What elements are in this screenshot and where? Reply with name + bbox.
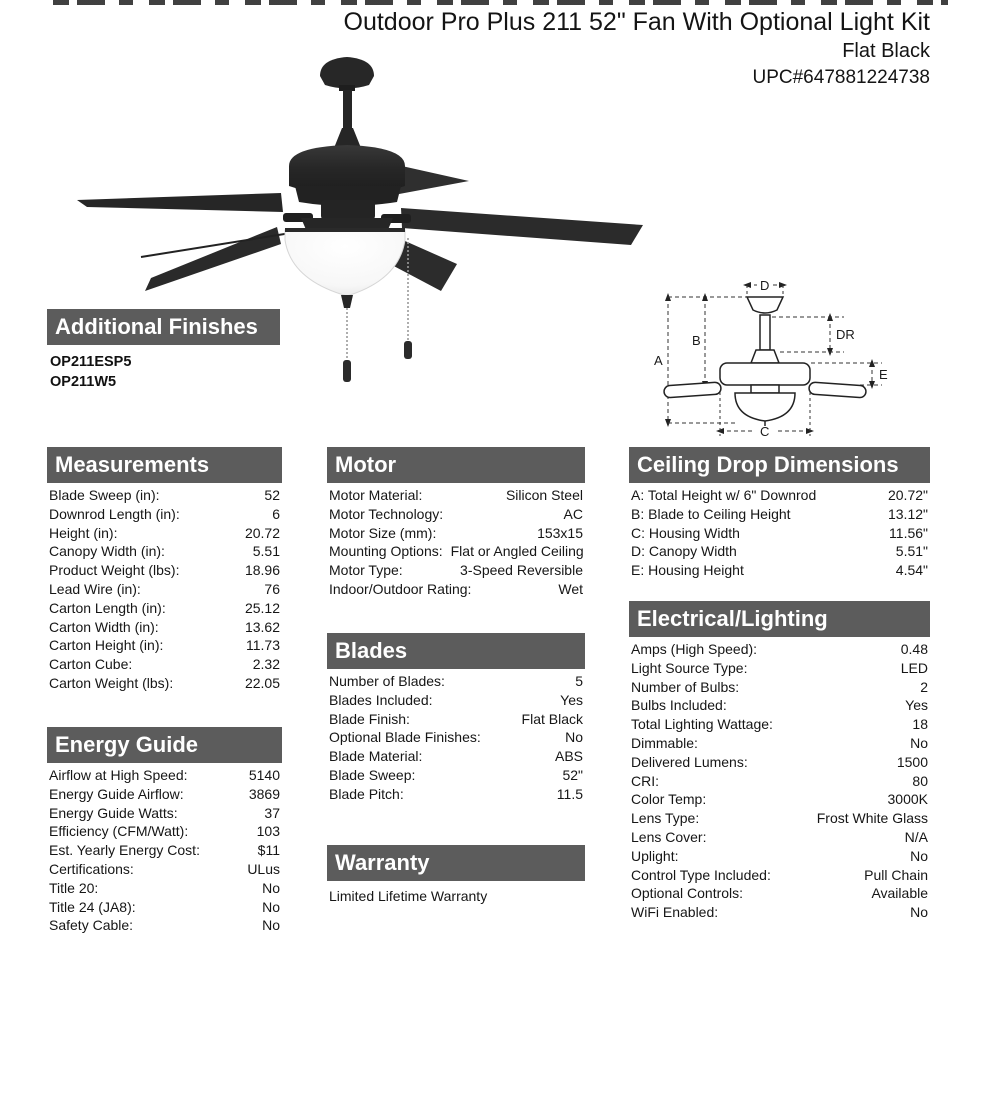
measurements-rows	[47, 486, 282, 693]
fan-hub	[321, 200, 375, 220]
section-header-measurements: Measurements	[47, 447, 282, 483]
spec-value: 3-Speed Reversible	[460, 562, 583, 579]
spec-row	[47, 561, 282, 580]
spec-row	[47, 766, 282, 785]
spec-value: 13.12"	[887, 505, 928, 522]
spec-label: WiFi Enabled:	[631, 904, 719, 921]
spec-row	[327, 785, 585, 804]
spec-row	[47, 599, 282, 618]
light-bowl	[285, 230, 405, 296]
spec-row	[629, 696, 930, 715]
spec-label: Lead Wire (in):	[49, 580, 141, 597]
page-title: Outdoor Pro Plus 211 52" Fan With Optional Light Kit	[343, 8, 930, 36]
spec-value: No	[262, 917, 280, 934]
spec-value: 18	[912, 716, 928, 733]
spec-value: 5.51	[252, 543, 280, 560]
spec-value: 0.48	[900, 641, 928, 657]
finish-code: OP211ESP5	[50, 354, 132, 370]
spec-row	[47, 841, 282, 860]
spec-value: 20.72"	[887, 487, 928, 503]
spec-label: Blade Finish:	[329, 710, 410, 727]
ceiling-drop-rows	[629, 486, 930, 580]
spec-value: 2	[920, 678, 928, 695]
spec-row	[327, 747, 585, 766]
spec-value: 37	[264, 804, 280, 821]
spec-value: AC	[563, 505, 583, 522]
diagram-label-e: E	[879, 367, 888, 382]
spec-label: Downrod Length (in):	[49, 505, 180, 522]
spec-row	[629, 866, 930, 885]
spec-label: Delivered Lumens:	[631, 753, 748, 770]
diagram-blade-left	[664, 382, 722, 398]
spec-value: Yes	[905, 697, 928, 714]
spec-label: A: Total Height w/ 6" Downrod	[631, 487, 817, 503]
energy-guide-section	[47, 727, 282, 935]
spec-value: Flat Black	[521, 710, 583, 727]
section-header-electrical: Electrical/Lighting	[629, 601, 930, 637]
spec-label: Energy Guide Airflow:	[49, 785, 184, 802]
spec-label: Blade Material:	[329, 748, 423, 765]
spec-value: 153x15	[537, 524, 583, 541]
warranty-section	[327, 845, 585, 904]
section-header-blades: Blades	[327, 633, 585, 669]
fan-blade-left	[77, 193, 283, 212]
spec-row	[327, 691, 585, 710]
spec-value: No	[262, 898, 280, 915]
ceiling-drop-section	[629, 447, 930, 580]
spec-label: B: Blade to Ceiling Height	[631, 505, 791, 522]
spec-label: C: Housing Width	[631, 524, 740, 541]
spec-value: Available	[871, 885, 928, 902]
spec-row	[629, 715, 930, 734]
diagram-label-dr: DR	[836, 327, 855, 342]
spec-label: Control Type Included:	[631, 866, 771, 883]
spec-row	[327, 766, 585, 785]
spec-value: Wet	[558, 580, 583, 597]
spec-row	[629, 505, 930, 524]
spec-label: Carton Width (in):	[49, 618, 159, 635]
electrical-rows	[629, 640, 930, 922]
spec-label: Est. Yearly Energy Cost:	[49, 842, 200, 859]
spec-row	[629, 884, 930, 903]
spec-label: Canopy Width (in):	[49, 543, 165, 560]
spec-value: No	[910, 847, 928, 864]
spec-row	[629, 542, 930, 561]
spec-label: Optional Blade Finishes:	[329, 729, 481, 746]
fan-blade-lower-left	[145, 227, 281, 291]
spec-value: Pull Chain	[864, 866, 928, 883]
spec-row	[327, 580, 585, 599]
spec-label: Energy Guide Watts:	[49, 804, 178, 821]
spec-row	[327, 542, 585, 561]
light-finial	[341, 295, 353, 308]
spec-value: 11.56"	[889, 524, 928, 541]
spec-label: Total Lighting Wattage:	[631, 716, 773, 733]
warranty-text: Limited Lifetime Warranty	[329, 888, 488, 904]
spec-label: Safety Cable:	[49, 917, 134, 934]
spec-row	[47, 785, 282, 804]
spec-row	[629, 772, 930, 791]
spec-value: 6	[272, 505, 280, 522]
spec-label: Efficiency (CFM/Watt):	[49, 823, 189, 840]
spec-row	[47, 822, 282, 841]
spec-value: Flat or Angled Ceiling	[450, 543, 584, 560]
spec-label: Blade Sweep:	[329, 766, 416, 783]
spec-label: Carton Weight (lbs):	[49, 674, 174, 691]
spec-label: E: Housing Height	[631, 562, 744, 579]
pull-chain-right-weight	[404, 341, 412, 359]
spec-value: 20.72	[244, 524, 280, 541]
spec-label: Number of Blades:	[329, 673, 445, 689]
spec-label: CRI:	[631, 772, 659, 789]
diagram-label-d: D	[760, 278, 770, 293]
spec-label: Lens Cover:	[631, 828, 707, 845]
spec-row	[629, 640, 930, 659]
diagram-canopy	[747, 297, 783, 313]
spec-value: No	[565, 729, 583, 746]
additional-finishes-section	[47, 309, 280, 392]
spec-row	[327, 710, 585, 729]
spec-label: Motor Type:	[329, 562, 403, 579]
spec-label: Motor Material:	[329, 487, 423, 503]
spec-row	[47, 580, 282, 599]
spec-label: Motor Technology:	[329, 505, 444, 522]
section-header-energy-guide: Energy Guide	[47, 727, 282, 763]
spec-label: Blade Pitch:	[329, 785, 404, 802]
section-header-additional-finishes: Additional Finishes	[47, 309, 280, 345]
spec-label: Mounting Options:	[329, 543, 443, 560]
spec-value: $11	[257, 842, 280, 859]
pull-chain-left-weight	[343, 360, 351, 382]
finish-name: Flat Black	[842, 40, 930, 62]
spec-value: 2.32	[252, 656, 280, 673]
spec-label: Optional Controls:	[631, 885, 744, 902]
spec-value: 1500	[896, 753, 928, 770]
spec-row	[629, 524, 930, 543]
cropped-headline-remnant	[53, 0, 948, 5]
spec-row	[47, 505, 282, 524]
spec-label: Blade Sweep (in):	[49, 487, 160, 503]
spec-row	[47, 655, 282, 674]
spec-label: Airflow at High Speed:	[49, 767, 188, 783]
measurements-section	[47, 447, 282, 693]
spec-row	[327, 728, 585, 747]
upc-code: UPC#647881224738	[752, 67, 930, 88]
spec-label: Indoor/Outdoor Rating:	[329, 580, 472, 597]
diagram-label-a: A	[654, 353, 663, 368]
spec-value: 11.5	[556, 785, 583, 802]
spec-value: Yes	[560, 691, 583, 708]
spec-row	[47, 542, 282, 561]
fan-blade-right	[401, 208, 643, 245]
diagram-label-c: C	[760, 424, 770, 439]
spec-row	[47, 916, 282, 935]
spec-value: N/A	[904, 828, 928, 845]
spec-value: 22.05	[244, 674, 280, 691]
diagram-housing	[720, 363, 810, 385]
spec-label: Title 20:	[49, 879, 99, 896]
fan-canopy	[320, 57, 374, 89]
spec-value: 5.51"	[895, 543, 928, 560]
finish-code: OP211W5	[50, 374, 117, 390]
spec-value: 103	[256, 823, 280, 840]
section-header-ceiling-drop: Ceiling Drop Dimensions	[629, 447, 930, 483]
spec-row	[47, 486, 282, 505]
spec-row	[327, 561, 585, 580]
spec-value: 11.73	[246, 637, 280, 654]
fan-coupler	[334, 128, 361, 148]
spec-label: Dimmable:	[631, 734, 698, 751]
fan-downrod	[343, 90, 352, 130]
spec-label: Amps (High Speed):	[631, 641, 758, 657]
energy-guide-rows	[47, 766, 282, 935]
spec-row	[629, 903, 930, 922]
spec-value: 80	[912, 772, 928, 789]
spec-row	[47, 674, 282, 693]
spec-row	[47, 524, 282, 543]
spec-label: Color Temp:	[631, 791, 707, 808]
blades-section	[327, 633, 585, 804]
spec-row	[327, 486, 585, 505]
spec-label: Uplight:	[631, 847, 679, 864]
spec-row	[629, 659, 930, 678]
spec-value: 3869	[248, 785, 280, 802]
electrical-lighting-section	[629, 601, 930, 922]
spec-value: 52"	[562, 766, 583, 783]
section-header-warranty: Warranty	[327, 845, 585, 881]
diagram-light-bowl	[735, 393, 795, 421]
spec-value: 5	[575, 673, 583, 689]
spec-value: ABS	[554, 748, 583, 765]
blades-rows	[327, 672, 585, 804]
spec-row	[47, 879, 282, 898]
spec-label: D: Canopy Width	[631, 543, 737, 560]
spec-value: 52	[264, 487, 280, 503]
spec-value: No	[910, 904, 928, 921]
spec-label: Certifications:	[49, 860, 134, 877]
diagram-light-neck	[751, 385, 779, 393]
spec-value: Silicon Steel	[505, 487, 583, 503]
spec-value: Frost White Glass	[816, 810, 928, 827]
diagram-blade-right	[809, 382, 867, 398]
spec-value: 76	[264, 580, 280, 597]
spec-row	[327, 524, 585, 543]
spec-label: Bulbs Included:	[631, 697, 727, 714]
motor-section	[327, 447, 585, 599]
spec-value: 18.96	[244, 562, 280, 579]
spec-value: LED	[900, 659, 928, 676]
section-header-motor: Motor	[327, 447, 585, 483]
spec-row	[629, 847, 930, 866]
spec-label: Light Source Type:	[631, 659, 748, 676]
spec-label: Product Weight (lbs):	[49, 562, 180, 579]
spec-row	[629, 734, 930, 753]
spec-value: No	[262, 879, 280, 896]
spec-row	[327, 672, 585, 691]
finishes-list	[47, 352, 280, 392]
spec-row	[629, 828, 930, 847]
spec-row	[47, 804, 282, 823]
spec-value: No	[910, 734, 928, 751]
spec-label: Lens Type:	[631, 810, 700, 827]
spec-row	[47, 618, 282, 637]
diagram-coupler	[751, 350, 779, 363]
diagram-downrod	[760, 315, 770, 350]
spec-row	[629, 790, 930, 809]
spec-label: Blades Included:	[329, 691, 433, 708]
light-bowl-rim	[285, 228, 405, 232]
spec-label: Height (in):	[49, 524, 118, 541]
spec-label: Carton Cube:	[49, 656, 133, 673]
spec-row	[629, 561, 930, 580]
diagram-label-b: B	[692, 333, 701, 348]
spec-label: Number of Bulbs:	[631, 678, 740, 695]
spec-value: ULus	[247, 860, 280, 877]
spec-label: Title 24 (JA8):	[49, 898, 136, 915]
spec-row	[327, 505, 585, 524]
dimension-diagram	[648, 258, 948, 450]
spec-row	[47, 898, 282, 917]
spec-row	[629, 753, 930, 772]
spec-row	[629, 678, 930, 697]
spec-row	[629, 486, 930, 505]
spec-row	[47, 860, 282, 879]
spec-value: 4.54"	[895, 562, 928, 579]
spec-label: Carton Height (in):	[49, 637, 164, 654]
spec-label: Motor Size (mm):	[329, 524, 437, 541]
spec-value: 3000K	[887, 791, 928, 808]
spec-row	[47, 636, 282, 655]
motor-rows	[327, 486, 585, 599]
spec-label: Carton Length (in):	[49, 599, 166, 616]
spec-value: 5140	[248, 767, 280, 783]
spec-value: 25.12	[244, 599, 280, 616]
spec-value: 13.62	[244, 618, 280, 635]
spec-row	[629, 809, 930, 828]
